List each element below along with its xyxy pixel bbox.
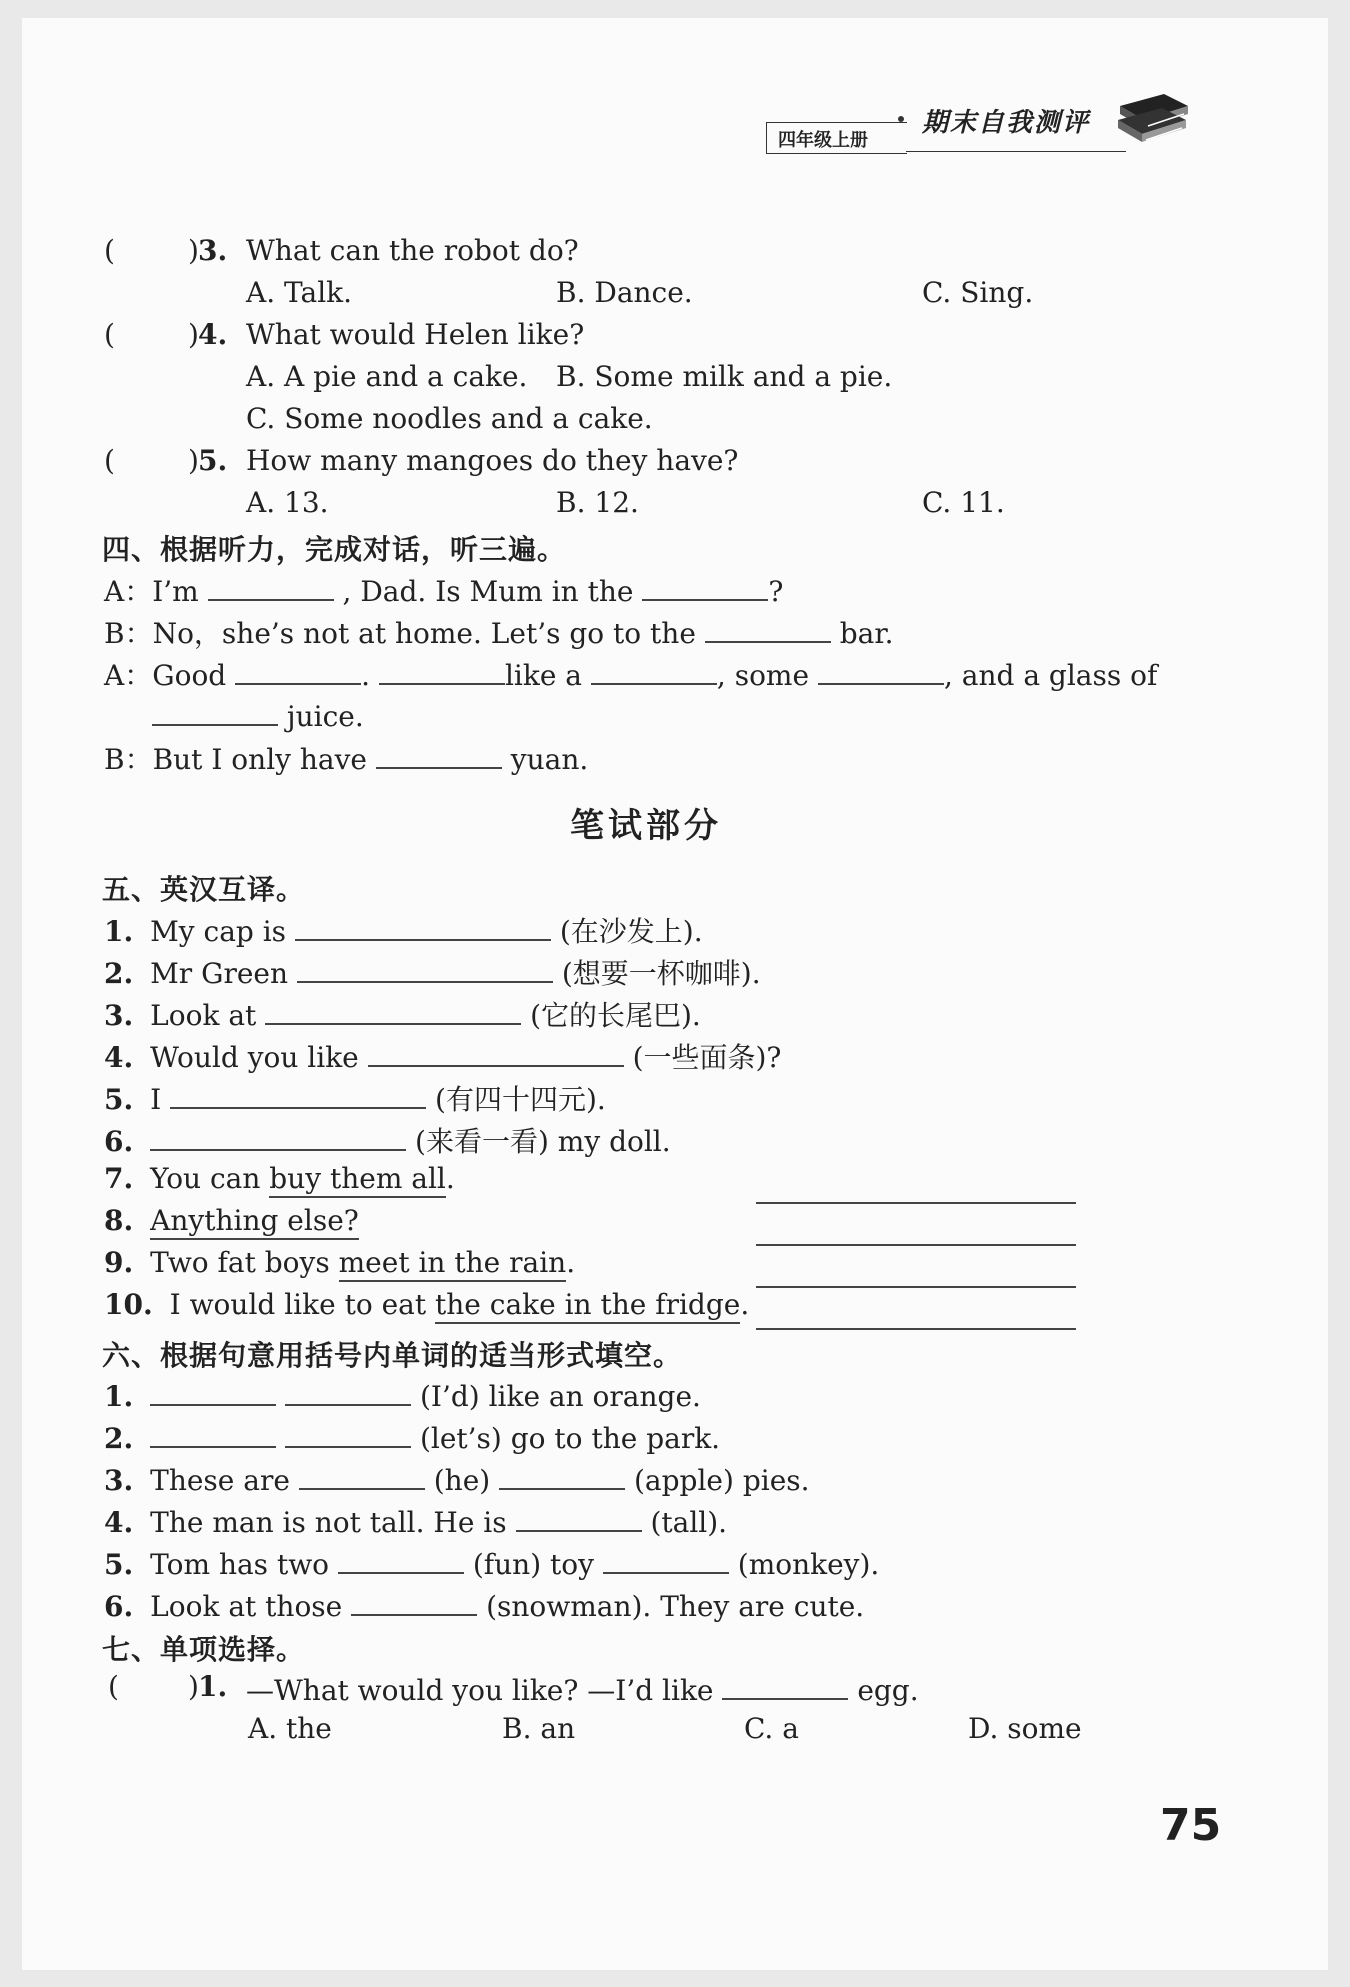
fill-item-5 (104, 1544, 879, 1581)
item-text: My cap is (150, 915, 287, 948)
translation-item-10 (104, 1288, 749, 1321)
question-number: 1. (198, 1670, 228, 1703)
answer-blank[interactable] (603, 1544, 729, 1574)
option-a: A. A pie and a cake. (246, 360, 528, 393)
item-number: 3. (104, 999, 134, 1032)
answer-blank[interactable] (152, 696, 278, 726)
option-c: C. a (744, 1712, 799, 1745)
item-text: Look at those (150, 1590, 343, 1623)
item-text: Mr Green (150, 957, 289, 990)
worksheet-page (22, 18, 1328, 1970)
option-b: B. Some milk and a pie. (556, 360, 893, 393)
item-hint: (一些面条)? (632, 1041, 782, 1074)
answer-blank[interactable] (705, 613, 831, 643)
page-number: 75 (1160, 1800, 1222, 1851)
answer-blank[interactable] (499, 1460, 625, 1490)
fill-item-3 (104, 1460, 810, 1497)
item-text: Two fat boys (150, 1246, 339, 1279)
fill-item-4 (104, 1502, 727, 1539)
section-6-title: 六、根据句意用括号内单词的适当形式填空。 (102, 1339, 683, 1372)
item-text: . (566, 1246, 576, 1279)
question-text: What can the robot do? (246, 234, 579, 267)
item-text: (tall). (650, 1506, 728, 1539)
answer-line-7[interactable] (756, 1202, 1076, 1204)
dialogue-text: , some (716, 659, 810, 692)
question-text: What would Helen like? (246, 318, 585, 351)
written-part-title: 笔试部分 (570, 806, 722, 846)
dialogue-text: . (361, 659, 371, 692)
section-4-title: 四、根据听力，完成对话，听三遍。 (102, 533, 567, 566)
answer-blank[interactable] (295, 911, 551, 941)
dialogue-text: bar. (839, 617, 894, 650)
header-rule (906, 151, 1126, 152)
answer-blank[interactable] (285, 1418, 411, 1448)
question-text: How many mangoes do they have? (246, 444, 739, 477)
answer-paren-close: ) (188, 234, 199, 267)
item-text: . (445, 1162, 455, 1195)
header-title: 期末自我测评 (922, 108, 1091, 138)
dialogue-line-4 (152, 696, 364, 733)
answer-blank[interactable] (379, 655, 505, 685)
answer-paren-close: ) (188, 1670, 199, 1703)
answer-line-10[interactable] (756, 1328, 1076, 1330)
answer-blank[interactable] (285, 1376, 411, 1406)
item-text: (let’s) go to the park. (419, 1422, 721, 1455)
item-text: Would you like (150, 1041, 359, 1074)
question-text (246, 1670, 919, 1707)
answer-blank[interactable] (150, 1121, 406, 1151)
option-d: D. some (968, 1712, 1082, 1745)
item-number: 4. (104, 1041, 134, 1074)
item-number: 4. (104, 1506, 134, 1539)
item-text: (monkey). (737, 1548, 880, 1581)
option-a: A. Talk. (246, 276, 353, 309)
answer-blank[interactable] (368, 1037, 624, 1067)
translation-item-6 (104, 1120, 671, 1160)
item-text: Look at (150, 999, 257, 1032)
item-number: 9. (104, 1246, 134, 1279)
question-number: 5. (198, 444, 228, 477)
answer-paren-close: ) (188, 318, 199, 351)
answer-line-8[interactable] (756, 1244, 1076, 1246)
translation-item-4 (104, 1036, 781, 1076)
item-number: 2. (104, 1422, 134, 1455)
underlined-phrase: the cake in the fridge (435, 1288, 740, 1324)
underlined-phrase: meet in the rain (339, 1246, 567, 1282)
header-dot (898, 116, 904, 122)
item-hint: (在沙发上). (559, 915, 703, 948)
item-text: (apple) pies. (634, 1464, 810, 1497)
answer-blank[interactable] (351, 1586, 477, 1616)
item-number: 6. (104, 1590, 134, 1623)
dialogue-text: , Dad. Is Mum in the (342, 575, 634, 608)
item-text: (snowman). They are cute. (486, 1590, 865, 1623)
dialogue-text: A：I’m (104, 575, 199, 608)
question-stem-end: egg. (857, 1674, 919, 1707)
answer-blank[interactable] (235, 655, 361, 685)
item-text: You can (150, 1162, 270, 1195)
question-number: 4. (198, 318, 228, 351)
item-text: I would like to eat (169, 1288, 435, 1321)
dialogue-line-3 (104, 654, 1157, 694)
dialogue-text: B：But I only have (104, 743, 367, 776)
item-text: (fun) toy (472, 1548, 594, 1581)
item-text: Tom has two (150, 1548, 330, 1581)
item-number: 1. (104, 1380, 134, 1413)
question-number: 3. (198, 234, 228, 267)
dialogue-text: ? (768, 575, 784, 608)
header-grade: 四年级上册 (778, 130, 868, 151)
answer-blank[interactable] (297, 953, 553, 983)
answer-blank[interactable] (150, 1376, 276, 1406)
answer-blank[interactable] (338, 1544, 464, 1574)
option-b: B. Dance. (556, 276, 693, 309)
dialogue-text: A：Good (104, 659, 227, 692)
answer-blank[interactable] (591, 655, 717, 685)
option-c: C. Sing. (922, 276, 1034, 309)
dialogue-text: yuan. (510, 743, 589, 776)
item-number: 5. (104, 1083, 134, 1116)
answer-blank[interactable] (818, 655, 944, 685)
section-5-title: 五、英汉互译。 (102, 873, 306, 906)
translation-item-7 (104, 1162, 455, 1195)
answer-paren-open: ( (108, 1670, 119, 1703)
books-icon (1114, 86, 1192, 156)
fill-item-2 (104, 1418, 720, 1455)
translation-item-5 (104, 1078, 606, 1118)
answer-paren-open: ( (104, 444, 115, 477)
item-number: 6. (104, 1125, 134, 1158)
answer-paren-open: ( (104, 234, 115, 267)
option-a: A. 13. (246, 486, 329, 519)
answer-blank[interactable] (516, 1502, 642, 1532)
translation-item-1 (104, 910, 703, 950)
item-text: . (740, 1288, 750, 1321)
answer-paren-close: ) (188, 444, 199, 477)
option-a: A. the (248, 1712, 332, 1745)
item-text: (he) (433, 1464, 491, 1497)
underlined-phrase: Anything else? (150, 1204, 359, 1240)
answer-blank[interactable] (642, 571, 768, 601)
answer-blank[interactable] (150, 1418, 276, 1448)
answer-blank[interactable] (376, 739, 502, 769)
option-c: C. Some noodles and a cake. (246, 402, 653, 435)
item-number: 5. (104, 1548, 134, 1581)
dialogue-line-2 (104, 612, 894, 652)
dialogue-line-5 (104, 738, 588, 778)
item-text: (I’d) like an orange. (419, 1380, 701, 1413)
item-number: 10. (104, 1288, 153, 1321)
dialogue-line-1 (104, 570, 783, 610)
item-hint: (它的长尾巴). (530, 999, 701, 1032)
dialogue-text: , and a glass of (943, 659, 1158, 692)
translation-item-2 (104, 952, 761, 992)
translation-item-8 (104, 1204, 359, 1237)
fill-item-1 (104, 1376, 701, 1413)
option-b: B. 12. (556, 486, 639, 519)
dialogue-text: B：No，she’s not at home. Let’s go to the (104, 617, 696, 650)
answer-blank[interactable] (722, 1670, 848, 1700)
item-hint: (来看一看) my doll. (415, 1125, 671, 1158)
answer-line-9[interactable] (756, 1286, 1076, 1288)
item-hint: (想要一杯咖啡). (561, 957, 761, 990)
item-number: 3. (104, 1464, 134, 1497)
answer-paren-open: ( (104, 318, 115, 351)
option-b: B. an (502, 1712, 576, 1745)
item-hint: (有四十四元). (435, 1083, 606, 1116)
translation-item-3 (104, 994, 701, 1034)
item-number: 8. (104, 1204, 134, 1237)
item-text: These are (150, 1464, 290, 1497)
answer-blank[interactable] (208, 571, 334, 601)
section-7-title: 七、单项选择。 (102, 1633, 306, 1666)
option-c: C. 11. (922, 486, 1005, 519)
dialogue-text: like a (504, 659, 582, 692)
translation-item-9 (104, 1246, 575, 1279)
answer-blank[interactable] (299, 1460, 425, 1490)
item-text: I (150, 1083, 162, 1116)
answer-blank[interactable] (265, 995, 521, 1025)
item-number: 2. (104, 957, 134, 990)
question-stem: —What would you like? —I’d like (246, 1674, 714, 1707)
item-number: 1. (104, 915, 134, 948)
answer-blank[interactable] (170, 1079, 426, 1109)
dialogue-text: juice. (286, 700, 364, 733)
fill-item-6 (104, 1586, 864, 1623)
item-number: 7. (104, 1162, 134, 1195)
underlined-phrase: buy them all (269, 1162, 446, 1198)
item-text: The man is not tall. He is (150, 1506, 507, 1539)
